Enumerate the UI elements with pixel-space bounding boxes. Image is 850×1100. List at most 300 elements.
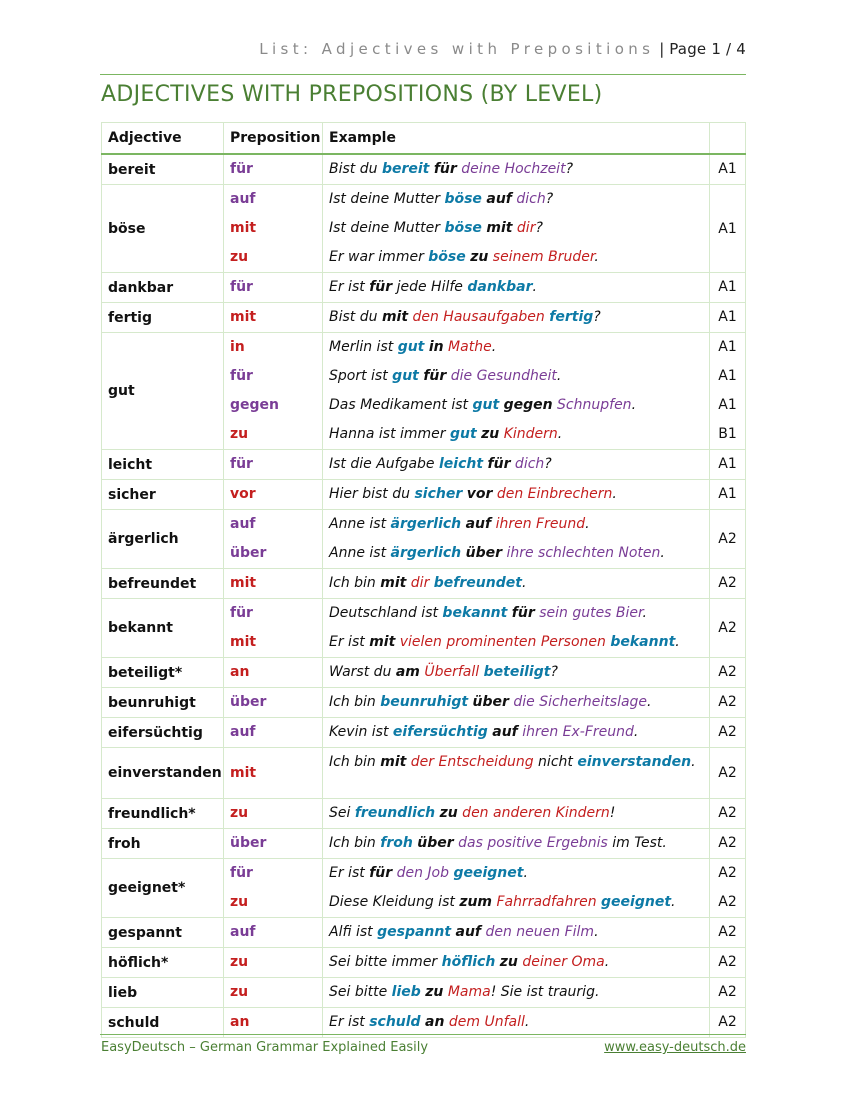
preposition-highlight: mit: [380, 575, 407, 591]
example-cell: [323, 748, 710, 799]
object-phrase: Mama: [443, 984, 491, 1000]
level-cell: [710, 450, 746, 480]
example-cell: [323, 154, 710, 185]
level-cell: [710, 918, 746, 948]
adjective-cell: leicht: [102, 450, 224, 480]
table-row: [102, 303, 746, 333]
sentence-text: .: [660, 545, 665, 561]
object-phrase: dich: [510, 456, 545, 472]
adjective-highlight: geeignet: [601, 894, 672, 910]
preposition-cell: [224, 799, 323, 829]
preposition-highlight: auf: [492, 724, 518, 740]
level-cell: [710, 569, 746, 599]
adjective-cell: bekannt: [102, 599, 224, 658]
preposition-cell: [224, 829, 323, 859]
example-cell: [323, 799, 710, 829]
preposition-highlight: für: [423, 368, 447, 384]
level-text: A1: [718, 339, 737, 355]
level-text: A2: [718, 894, 737, 910]
preposition-text: über: [230, 835, 267, 851]
sentence-text: Bist du: [329, 161, 382, 177]
preposition-highlight: zu: [470, 249, 489, 265]
preposition-highlight: mit: [381, 309, 409, 325]
example-cell: [323, 948, 710, 978]
example-cell: [323, 658, 710, 688]
adjective-cell: gut: [102, 333, 224, 450]
example-cell: [323, 829, 710, 859]
preposition-highlight: zu: [439, 805, 458, 821]
sentence-text: ?: [545, 191, 554, 207]
example-sentence: [329, 918, 703, 947]
object-phrase: dem Unfall: [444, 1014, 525, 1030]
example-sentence: [329, 599, 703, 628]
example-cell: [323, 569, 710, 599]
sentence-text: Hier bist du: [329, 486, 415, 502]
adjective-highlight: gut: [472, 397, 500, 413]
adjective-cell: eifersüchtig: [102, 718, 224, 748]
footer-brand: EasyDeutsch – German Grammar Explained Easily: [101, 1040, 429, 1055]
object-phrase: dir: [406, 575, 430, 591]
object-phrase: ihren Ex-Freund: [517, 724, 634, 740]
preposition-text: zu: [230, 805, 249, 821]
level-text: A1: [718, 368, 737, 384]
adjective-highlight: gespannt: [377, 924, 452, 940]
adjective-cell: beteiligt*: [102, 658, 224, 688]
adjective-highlight: freundlich: [354, 805, 436, 821]
sentence-text: Er ist: [329, 1014, 370, 1030]
object-phrase: das positive Ergebnis: [453, 835, 608, 851]
sentence-text: .: [633, 724, 639, 740]
table-row: [102, 450, 746, 480]
adjective-highlight: gut: [397, 339, 425, 355]
adjective-highlight: eifersüchtig: [392, 724, 488, 740]
table-row: [102, 1008, 746, 1038]
sentence-text: .: [647, 694, 652, 710]
sentence-text: Anne ist: [329, 545, 391, 561]
table-row: [102, 718, 746, 748]
table-row: [102, 829, 746, 859]
sentence-text: Er ist: [329, 634, 370, 650]
level-cell: [710, 829, 746, 859]
example-sentence: [329, 185, 703, 214]
adjective-highlight: bekannt: [610, 634, 676, 650]
level-text: A1: [718, 161, 737, 177]
example-cell: [323, 450, 710, 480]
preposition-text: zu: [230, 984, 249, 1000]
level-cell: [710, 273, 746, 303]
example-cell: [323, 978, 710, 1008]
adjective-cell: gespannt: [102, 918, 224, 948]
example-sentence: [329, 391, 703, 420]
sentence-text: !: [609, 805, 616, 821]
level-text: A1: [718, 486, 737, 502]
table-row: [102, 918, 746, 948]
preposition-text: für: [230, 368, 253, 384]
example-sentence: [329, 799, 703, 828]
example-sentence: [329, 510, 703, 539]
example-cell: [323, 510, 710, 569]
example-sentence: [329, 948, 703, 977]
adjective-highlight: gut: [392, 368, 419, 384]
sentence-text: ?: [550, 664, 558, 680]
preposition-cell: [224, 748, 323, 799]
object-phrase: Schnupfen: [552, 397, 632, 413]
preposition-cell: [224, 859, 323, 918]
level-text: A2: [718, 984, 737, 1000]
adjective-highlight: leicht: [439, 456, 484, 472]
sentence-text: Ich bin: [329, 694, 381, 710]
column-header-adjective: Adjective: [102, 123, 224, 155]
preposition-cell: [224, 510, 323, 569]
preposition-cell: [224, 978, 323, 1008]
level-cell: [710, 948, 746, 978]
preposition-highlight: mit: [486, 220, 513, 236]
level-cell: A1: [710, 185, 746, 273]
object-phrase: vielen prominenten Personen: [395, 634, 606, 650]
example-sentence: [329, 362, 703, 391]
column-header-example: Example: [323, 123, 710, 155]
sentence-text: .: [631, 397, 637, 413]
sentence-text: Diese Kleidung ist: [329, 894, 460, 910]
preposition-highlight: in: [428, 339, 444, 355]
object-phrase: ihre schlechten Noten: [502, 545, 661, 561]
preposition-highlight: für: [487, 456, 511, 472]
sentence-text: jede Hilfe: [392, 279, 468, 295]
preposition-text: für: [230, 605, 253, 621]
sentence-text: Ich bin: [329, 575, 381, 591]
preposition-highlight: auf: [486, 191, 512, 207]
example-sentence: [329, 829, 703, 858]
sentence-text: .: [642, 605, 647, 621]
sentence-text: .: [594, 924, 599, 940]
preposition-highlight: für: [433, 161, 457, 177]
preposition-highlight: für: [369, 279, 393, 295]
sentence-text: Anne ist: [329, 516, 391, 532]
object-phrase: dir: [512, 220, 536, 236]
column-header-level: [710, 123, 746, 155]
object-phrase: den anderen Kindern: [457, 805, 610, 821]
table-row: [102, 799, 746, 829]
preposition-cell: [224, 1008, 323, 1038]
sentence-text: Das Medikament ist: [329, 397, 473, 413]
preposition-cell: [224, 273, 323, 303]
object-phrase: Überfall: [419, 664, 480, 680]
object-phrase: den Job: [392, 865, 450, 881]
preposition-highlight: auf: [465, 516, 492, 532]
preposition-highlight: am: [395, 664, 420, 680]
level-cell: [710, 1008, 746, 1038]
adjective-highlight: einverstanden: [577, 754, 692, 770]
adjective-cell: ärgerlich: [102, 510, 224, 569]
sentence-text: Merlin ist: [329, 339, 398, 355]
level-text: A2: [718, 865, 737, 881]
sentence-text: Ist deine Mutter: [329, 220, 445, 236]
preposition-text: über: [230, 694, 267, 710]
table-row: [102, 273, 746, 303]
sentence-text: Sei bitte immer: [329, 954, 442, 970]
preposition-highlight: mit: [380, 754, 407, 770]
table-row: [102, 480, 746, 510]
adjective-highlight: schuld: [369, 1014, 421, 1030]
preposition-text: mit: [230, 575, 257, 591]
table-row: [102, 978, 746, 1008]
table-row: [102, 333, 746, 450]
example-sentence: [329, 748, 703, 798]
level-text: B1: [718, 426, 737, 442]
table-row: [102, 154, 746, 185]
object-phrase: Mathe: [443, 339, 492, 355]
page-number: Page 1 / 4: [669, 40, 746, 58]
table-row: [102, 688, 746, 718]
preposition-text: mit: [230, 220, 257, 236]
adjective-highlight: geeignet: [453, 865, 524, 881]
adjective-cell: freundlich*: [102, 799, 224, 829]
object-phrase: seinem Bruder: [488, 249, 595, 265]
preposition-text: zu: [230, 954, 249, 970]
level-text: A2: [718, 664, 737, 680]
example-cell: [323, 918, 710, 948]
sentence-text: Er ist: [329, 279, 370, 295]
preposition-cell: [224, 303, 323, 333]
header-separator: |: [659, 40, 665, 58]
adjective-cell: dankbar: [102, 273, 224, 303]
object-phrase: deiner Oma: [517, 954, 605, 970]
footer-divider: [100, 1034, 746, 1035]
preposition-text: auf: [230, 191, 256, 207]
preposition-text: zu: [230, 249, 249, 265]
preposition-text: auf: [230, 724, 256, 740]
sentence-text: .: [675, 634, 680, 650]
table-row: [102, 658, 746, 688]
preposition-highlight: zum: [459, 894, 493, 910]
sentence-text: Ist deine Mutter: [329, 191, 445, 207]
example-sentence: [329, 450, 703, 479]
preposition-cell: [224, 688, 323, 718]
preposition-highlight: zu: [499, 954, 518, 970]
sentence-text: ! Sie ist traurig.: [490, 984, 600, 1000]
level-cell: [710, 718, 746, 748]
sentence-text: Hanna ist immer: [329, 426, 450, 442]
adjective-highlight: ärgerlich: [390, 545, 462, 561]
sentence-text: Warst du: [329, 664, 396, 680]
preposition-highlight: über: [465, 545, 502, 561]
adjective-highlight: höflich: [441, 954, 496, 970]
preposition-text: mit: [230, 634, 257, 650]
preposition-text: in: [230, 339, 245, 355]
adjective-cell: befreundet: [102, 569, 224, 599]
preposition-text: für: [230, 161, 253, 177]
preposition-text: für: [230, 865, 253, 881]
preposition-cell: [224, 569, 323, 599]
preposition-text: für: [230, 456, 253, 472]
sentence-text: .: [524, 1014, 530, 1030]
example-cell: [323, 273, 710, 303]
level-cell: [710, 799, 746, 829]
level-text: A2: [718, 575, 737, 591]
sentence-text: Sei bitte: [329, 984, 392, 1000]
example-sentence: [329, 243, 703, 272]
example-cell: [323, 333, 710, 450]
example-sentence: [329, 859, 703, 888]
object-phrase: den Einbrechern: [492, 486, 613, 502]
adjective-cell: geeignet*: [102, 859, 224, 918]
preposition-cell: [224, 599, 323, 658]
example-cell: [323, 1008, 710, 1038]
table-row: [102, 748, 746, 799]
sentence-text: .: [612, 486, 617, 502]
adjectives-table: [101, 122, 746, 1038]
table-row: [102, 948, 746, 978]
sentence-text: .: [521, 575, 527, 591]
level-cell: [710, 480, 746, 510]
adjective-cell: höflich*: [102, 948, 224, 978]
preposition-text: über: [230, 545, 267, 561]
example-sentence: [329, 569, 703, 598]
adjective-cell: bereit: [102, 154, 224, 185]
page-title: ADJECTIVES WITH PREPOSITIONS (BY LEVEL): [101, 82, 603, 107]
preposition-highlight: über: [472, 694, 509, 710]
object-phrase: die Gesundheit: [446, 368, 557, 384]
sentence-text: ?: [535, 220, 543, 236]
example-sentence: [329, 273, 703, 302]
sentence-text: nicht: [533, 754, 578, 770]
sentence-text: .: [523, 865, 528, 881]
adjective-highlight: lieb: [391, 984, 421, 1000]
preposition-highlight: auf: [455, 924, 482, 940]
preposition-highlight: zu: [425, 984, 444, 1000]
preposition-cell: [224, 480, 323, 510]
sentence-text: .: [585, 516, 590, 532]
level-cell: A2: [710, 599, 746, 658]
example-cell: [323, 480, 710, 510]
level-text: A2: [718, 764, 737, 781]
level-text: A2: [718, 1014, 737, 1030]
level-text: A2: [718, 805, 737, 821]
adjective-highlight: böse: [428, 249, 466, 265]
preposition-text: zu: [230, 426, 249, 442]
preposition-highlight: für: [511, 605, 535, 621]
page-header: [259, 40, 746, 58]
preposition-text: an: [230, 664, 250, 680]
sentence-text: .: [532, 279, 537, 295]
example-sentence: [329, 480, 703, 509]
sentence-text: .: [604, 954, 610, 970]
object-phrase: die Sicherheitslage: [508, 694, 648, 710]
example-sentence: [329, 214, 703, 243]
sentence-text: ?: [593, 309, 601, 325]
table-row: [102, 599, 746, 658]
level-text: A1: [718, 397, 737, 413]
footer-link[interactable]: www.easy-deutsch.de: [604, 1040, 746, 1055]
preposition-cell: [224, 185, 323, 273]
table-row: [102, 510, 746, 569]
table-body: [102, 154, 746, 1038]
sentence-text: Ist die Aufgabe: [329, 456, 439, 472]
preposition-text: an: [230, 1014, 250, 1030]
adjective-highlight: beunruhigt: [380, 694, 469, 710]
object-phrase: sein gutes Bier: [534, 605, 643, 621]
adjective-cell: froh: [102, 829, 224, 859]
preposition-text: für: [230, 279, 253, 295]
table-row: [102, 859, 746, 918]
adjective-highlight: ärgerlich: [390, 516, 462, 532]
column-header-preposition: Preposition: [224, 123, 323, 155]
level-cell: [710, 658, 746, 688]
example-sentence: [329, 539, 703, 568]
preposition-cell: [224, 450, 323, 480]
sentence-text: .: [491, 339, 497, 355]
preposition-text: mit: [230, 765, 257, 781]
preposition-highlight: vor: [466, 486, 493, 502]
level-cell: [710, 978, 746, 1008]
preposition-highlight: für: [369, 865, 393, 881]
preposition-text: gegen: [230, 397, 279, 413]
object-phrase: Fahrradfahren: [492, 894, 597, 910]
example-sentence: [329, 155, 703, 184]
level-cell: [710, 333, 746, 450]
sentence-text: Sei: [329, 805, 355, 821]
preposition-highlight: über: [417, 835, 454, 851]
level-text: A2: [718, 724, 737, 740]
sentence-text: .: [556, 368, 562, 384]
preposition-highlight: gegen: [503, 397, 553, 413]
object-phrase: deine Hochzeit: [456, 161, 566, 177]
sentence-text: Er ist: [329, 865, 370, 881]
adjective-highlight: fertig: [549, 309, 594, 325]
sentence-text: .: [671, 894, 676, 910]
preposition-cell: [224, 948, 323, 978]
table-row: [102, 569, 746, 599]
example-cell: [323, 859, 710, 918]
preposition-highlight: zu: [481, 426, 500, 442]
table-row: [102, 185, 746, 273]
level-cell: [710, 859, 746, 918]
object-phrase: den neuen Film: [481, 924, 595, 940]
level-text: A2: [718, 924, 737, 940]
adjective-highlight: böse: [444, 191, 482, 207]
sentence-text: Er war immer: [329, 249, 429, 265]
example-sentence: [329, 1008, 703, 1037]
adjective-highlight: gut: [450, 426, 477, 442]
adjective-cell: fertig: [102, 303, 224, 333]
example-cell: [323, 599, 710, 658]
example-cell: [323, 718, 710, 748]
preposition-highlight: an: [425, 1014, 445, 1030]
list-label: List: Adjectives with Prepositions: [259, 40, 655, 58]
level-text: A2: [718, 694, 737, 710]
example-cell: [323, 185, 710, 273]
preposition-cell: [224, 718, 323, 748]
adjective-cell: böse: [102, 185, 224, 273]
level-cell: A2: [710, 510, 746, 569]
preposition-text: auf: [230, 516, 256, 532]
sentence-text: ?: [544, 456, 552, 472]
sentence-text: .: [557, 426, 563, 442]
example-sentence: [329, 888, 703, 917]
preposition-cell: [224, 333, 323, 450]
adjective-highlight: böse: [444, 220, 482, 236]
example-sentence: [329, 420, 703, 449]
object-phrase: der Entscheidung: [406, 754, 534, 770]
level-text: A2: [718, 954, 737, 970]
preposition-cell: [224, 154, 323, 185]
level-cell: [710, 688, 746, 718]
object-phrase: Kindern: [499, 426, 558, 442]
adjective-highlight: bereit: [381, 161, 430, 177]
preposition-text: zu: [230, 894, 249, 910]
object-phrase: ihren Freund: [491, 516, 586, 532]
example-cell: [323, 303, 710, 333]
